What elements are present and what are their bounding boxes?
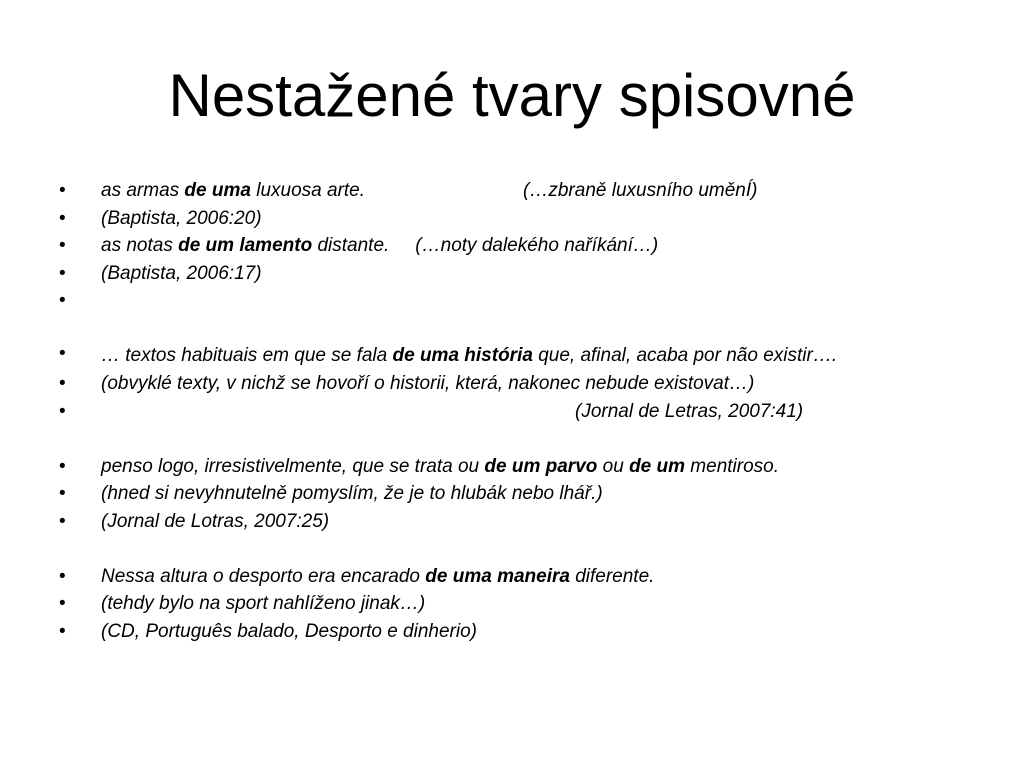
translation-text: (…zbraně luxusního uměnÍ) (523, 180, 758, 201)
bullet-item-14 (0, 618, 1024, 646)
bullet-item-8 (0, 398, 1024, 426)
example-text: que, afinal, acaba por não existir…. (532, 345, 838, 366)
example-text: as armas (101, 180, 185, 201)
bullet-item-13 (0, 590, 1024, 618)
example-text: mentiroso. (685, 455, 780, 477)
citation-text: (Jornal de Letras, 2007:41) (575, 400, 804, 422)
bullet-item-5-empty (0, 287, 1024, 315)
highlighted-phrase: de uma maneira (425, 565, 570, 587)
example-text: ou (597, 455, 630, 477)
highlighted-phrase: de um parvo (484, 455, 598, 477)
example-text: as notas (101, 235, 179, 256)
translation-text: (tehdy bylo na sport nahlíženo jinak…) (101, 593, 426, 614)
bullet-marker: • (59, 180, 66, 201)
example-text: luxuosa arte. (250, 180, 366, 201)
bullet-item-2 (0, 205, 1024, 233)
highlighted-phrase: de uma história (392, 345, 533, 366)
bullet-marker: • (59, 373, 66, 394)
bullet-item-10 (0, 480, 1024, 508)
example-text: … textos habituais em que se fala (101, 345, 393, 366)
bullet-marker: • (59, 400, 66, 422)
citation-text: (Baptista, 2006:20) (101, 207, 262, 229)
bullet-marker: • (59, 207, 66, 229)
bullet-marker: • (59, 262, 66, 284)
citation-text: (Baptista, 2006:17) (101, 262, 262, 284)
bullet-marker: • (59, 510, 66, 532)
bullet-item-9 (0, 453, 1024, 481)
bullet-item-11 (0, 508, 1024, 536)
translation-text: (obvyklé texty, v nichž se hovoří o historii, která, nakonec nebude existovat…) (101, 373, 755, 394)
bullet-item-1 (0, 177, 1024, 205)
bullet-item-3 (0, 232, 1024, 260)
citation-text: (CD, Português balado, Desporto e dinherio) (101, 620, 477, 642)
translation-text: (…noty dalekého naříkání…) (415, 235, 659, 256)
example-text: diferente. (569, 565, 655, 587)
bullet-marker: • (59, 455, 66, 477)
highlighted-phrase: de um (629, 455, 686, 477)
translation-text: (hned si nevyhnutelně pomyslím, že je to hlubák nebo lhář.) (101, 483, 603, 504)
bullet-marker: • (59, 620, 66, 642)
bullet-item-12 (0, 563, 1024, 591)
bullet-marker: • (59, 343, 66, 364)
slide-title: Nestažené tvary spisovné (168, 62, 856, 129)
bullet-marker: • (59, 565, 66, 587)
bullet-item-7 (0, 370, 1024, 398)
bullet-marker: • (59, 483, 66, 504)
bullet-item-6 (0, 342, 1024, 370)
highlighted-phrase: de uma (184, 180, 251, 201)
example-text: penso logo, irresistivelmente, que se trata ou (101, 455, 485, 477)
example-text: distante. (312, 235, 390, 256)
bullet-marker: • (59, 593, 66, 614)
citation-text: (Jornal de Lotras, 2007:25) (101, 510, 330, 532)
example-text: Nessa altura o desporto era encarado (101, 565, 426, 587)
highlighted-phrase: de um lamento (178, 235, 313, 256)
bullet-item-4 (0, 260, 1024, 288)
bullet-list (0, 177, 1024, 645)
bullet-marker: • (59, 290, 66, 311)
bullet-marker: • (59, 235, 66, 256)
